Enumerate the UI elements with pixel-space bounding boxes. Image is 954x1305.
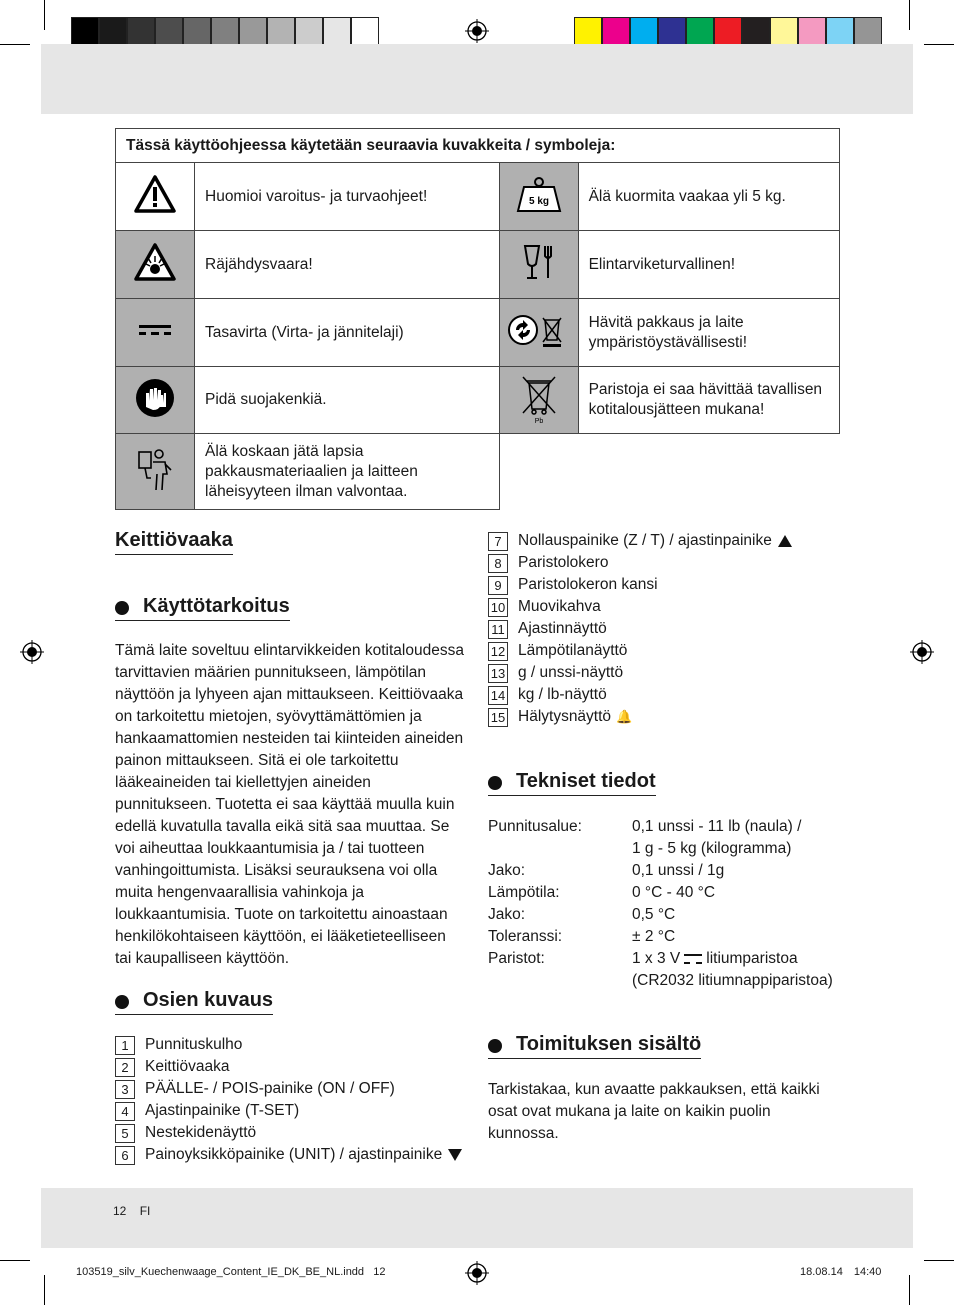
symbol-text: Elintarviketurvallinen!: [578, 231, 839, 299]
part-item: [488, 530, 848, 552]
bullet-icon: [488, 776, 502, 790]
part-label: Muovikahva: [518, 598, 601, 615]
bullet-icon: [115, 601, 129, 615]
spec-row: [488, 948, 848, 970]
gloves-icon: [116, 367, 195, 434]
delivery-paragraph: Tarkistakaa, kun avaatte pakkauksen, että kaikki osat ovat mukana ja laite on kaikin puolin kunnossa.: [488, 1081, 820, 1142]
part-label: Keittiövaaka: [145, 1058, 230, 1075]
part-label: Paristolokeron kansi: [518, 576, 658, 593]
color-swatch: [826, 17, 854, 45]
part-number: 8: [488, 554, 508, 573]
spec-value: 0,5 °C: [632, 906, 676, 923]
part-number: 10: [488, 598, 508, 617]
spec-row: [488, 882, 848, 904]
pb-label: Pb: [534, 417, 543, 425]
spec-row: [488, 926, 848, 948]
color-swatch: [127, 17, 155, 45]
part-number: 12: [488, 642, 508, 661]
part-number: 15: [488, 708, 508, 727]
section-heading: [115, 989, 273, 1015]
part-label: Hälytysnäyttö: [518, 708, 612, 725]
footer-band: [41, 1188, 913, 1248]
part-item: [115, 1122, 475, 1144]
symbol-text: Räjähdysvaara!: [195, 231, 500, 299]
part-item: [115, 1078, 475, 1100]
part-item: [488, 574, 848, 596]
color-swatch: [630, 17, 658, 45]
part-number: 6: [115, 1146, 135, 1165]
part-item: [115, 1144, 475, 1166]
part-number: 9: [488, 576, 508, 595]
part-item: [488, 552, 848, 574]
color-swatch: [742, 17, 770, 45]
direct-current-icon: [116, 299, 195, 367]
color-swatch: [798, 17, 826, 45]
page-number-value: 12: [113, 1204, 127, 1218]
color-swatch: [854, 17, 882, 45]
page-number: [113, 1204, 150, 1218]
weight-label: 5 kg: [528, 196, 549, 207]
section-heading: [115, 595, 290, 621]
spec-row: [488, 838, 848, 860]
color-swatch: [770, 17, 798, 45]
part-item: [488, 640, 848, 662]
symbol-text: Hävitä pakkaus ja laite ympäristöystävällisesti!: [578, 299, 839, 367]
section-heading: [488, 770, 656, 796]
spec-key: [488, 838, 632, 860]
part-label: kg / lb-näyttö: [518, 686, 607, 703]
spec-key: [488, 970, 632, 992]
color-swatch: [686, 17, 714, 45]
registration-mark-icon: [465, 19, 489, 43]
registration-mark-icon: [910, 640, 934, 664]
header-band: [41, 44, 913, 114]
spec-row: [488, 816, 848, 838]
spec-value: 0 °C - 40 °C: [632, 884, 716, 901]
color-swatch: [211, 17, 239, 45]
parts-list: [115, 1034, 475, 1166]
part-number: 4: [115, 1102, 135, 1121]
color-swatch: [183, 17, 211, 45]
page-title: Keittiövaaka: [115, 529, 233, 555]
spec-key: Paristot:: [488, 950, 545, 967]
color-swatch: [323, 17, 351, 45]
slug-date-value: 18.08.14: [800, 1266, 843, 1278]
part-label: Nollauspainike (Z / T) / ajastinpainike: [518, 532, 772, 549]
tech-specs: [488, 816, 848, 992]
spec-key: Punnitusalue:: [488, 818, 582, 835]
color-swatch: [714, 17, 742, 45]
part-number: 1: [115, 1036, 135, 1055]
weight-5kg-icon: [499, 163, 578, 231]
spec-value-pre: 1 x 3 V: [632, 950, 681, 967]
spec-value: ± 2 °C: [632, 928, 676, 945]
part-number: 7: [488, 532, 508, 551]
color-swatch: [239, 17, 267, 45]
part-number: 14: [488, 686, 508, 705]
part-number: 13: [488, 664, 508, 683]
part-label: Ajastinpainike (T-SET): [145, 1102, 300, 1119]
symbol-text: Tasavirta (Virta- ja jännitelaji): [195, 299, 500, 367]
spec-value: (CR2032 litiumnappiparistoa): [632, 972, 833, 989]
spec-key: Jako:: [488, 862, 526, 879]
food-safe-icon: [499, 231, 578, 299]
color-swatch: [71, 17, 99, 45]
color-swatch: [602, 17, 630, 45]
spec-key: Lämpötila:: [488, 884, 560, 901]
symbol-text: Pidä suojakenkiä.: [195, 367, 500, 434]
section-heading-text: Tekniset tiedot: [516, 770, 656, 792]
color-swatch: [295, 17, 323, 45]
alarm-bell-icon: 🔔: [616, 709, 633, 724]
warning-triangle-icon: [116, 163, 195, 231]
section-heading-text: Toimituksen sisältö: [516, 1033, 702, 1055]
part-label: Ajastinnäyttö: [518, 620, 607, 637]
part-number: 11: [488, 620, 508, 639]
spec-row: [488, 970, 848, 992]
triangle-down-icon: [448, 1149, 462, 1161]
section-heading-text: Osien kuvaus: [143, 989, 274, 1011]
part-item: [115, 1100, 475, 1122]
parts-list: [488, 530, 848, 728]
part-number: 2: [115, 1058, 135, 1077]
bullet-icon: [115, 995, 129, 1009]
section-heading: [488, 1033, 701, 1059]
part-number: 3: [115, 1080, 135, 1099]
part-label: Painoyksikköpainike (UNIT) / ajastinpainike: [145, 1146, 443, 1163]
spec-value: 0,1 unssi / 1g: [632, 862, 725, 879]
slug-filename: 103519_silv_Kuechenwaage_Content_IE_DK_BE_NL.indd 12: [76, 1266, 386, 1278]
slug-date: [800, 1266, 881, 1278]
intended-use-paragraph: Tämä laite soveltuu elintarvikkeiden kotitaloudessa tarvittavien määrien punnitukseen, lämpötilan näyttöön ja lyhyeen ajan mittaukseen. Keittiövaaka on tarkoitettu mietojen, syövyttämättömien ja hankaamattomien nesteiden tai kiinteiden aineiden painon mittaukseen. Sitä ei ole tarkoitettu lääkeaineiden tai kiellettyjen aineiden punnitukseen. Tuotetta ei saa käyttää muulla kuin edellä kuvatulla tavalla eikä sitä saa muuttaa. Se voi aiheuttaa loukkaantumisia ja / tai tuotteen vanhingoittumista. Lisäksi seurauksena voi olla muita hengenvaarallisia vahinkoja ja loukkaantumisia. Tuote on tarkoitettu ainoastaan henkilökohtaiseen käyttöön, ei lääketieteelliseen tai kaupalliseen käyttöön.: [115, 642, 464, 967]
part-label: PÄÄLLE- / POIS-painike (ON / OFF): [145, 1080, 395, 1097]
symbol-table: [115, 128, 840, 510]
bullet-icon: [488, 1039, 502, 1053]
spec-value: 0,1 unssi - 11 lb (naula) /: [632, 818, 802, 835]
spec-row: [488, 860, 848, 882]
symbol-text: Älä kuormita vaakaa yli 5 kg.: [578, 163, 839, 231]
crossed-bin-icon: [499, 367, 578, 434]
part-label: g / unssi-näyttö: [518, 664, 624, 681]
triangle-up-icon: [778, 535, 792, 547]
color-swatch: [155, 17, 183, 45]
color-swatch: [658, 17, 686, 45]
part-item: [488, 684, 848, 706]
part-label: Punnituskulho: [145, 1036, 243, 1053]
section-heading-text: Käyttötarkoitus: [143, 595, 290, 617]
part-item: [488, 662, 848, 684]
part-item: [115, 1034, 475, 1056]
part-item: [488, 618, 848, 640]
recycle-icon: [499, 299, 578, 367]
symbol-text: Paristoja ei saa hävittää tavallisen kotitalousjätteen mukana!: [578, 367, 839, 434]
direct-current-icon: [684, 954, 702, 964]
spec-value: 1 g - 5 kg (kilogramma): [632, 840, 792, 857]
explosion-icon: [116, 231, 195, 299]
color-swatch: [99, 17, 127, 45]
child-warning-icon: [116, 434, 195, 510]
color-swatch: [267, 17, 295, 45]
spec-row: [488, 904, 848, 926]
language-code: FI: [139, 1204, 151, 1218]
spec-key: Jako:: [488, 906, 526, 923]
registration-mark-icon: [20, 640, 44, 664]
part-label: Lämpötilanäyttö: [518, 642, 628, 659]
symbol-text: Huomioi varoitus- ja turvaohjeet!: [195, 163, 500, 231]
symbol-text: Älä koskaan jätä lapsia pakkausmateriaalien ja laitteen läheisyyteen ilman valvontaa.: [195, 434, 500, 510]
registration-mark-icon: [465, 1261, 489, 1285]
part-label: Nestekidenäyttö: [145, 1124, 257, 1141]
part-item: [488, 706, 848, 728]
slug-time-value: 14:40: [853, 1266, 882, 1278]
part-item: [488, 596, 848, 618]
color-swatch: [351, 17, 379, 45]
part-item: [115, 1056, 475, 1078]
symbol-table-header: Tässä käyttöohjeessa käytetään seuraavia kuvakkeita / symboleja:: [116, 129, 840, 163]
spec-value: [632, 948, 798, 970]
part-number: 5: [115, 1124, 135, 1143]
part-label: Paristolokero: [518, 554, 609, 571]
spec-value-post: litiumparistoa: [706, 950, 798, 967]
spec-key: Toleranssi:: [488, 928, 563, 945]
color-swatch: [574, 17, 602, 45]
